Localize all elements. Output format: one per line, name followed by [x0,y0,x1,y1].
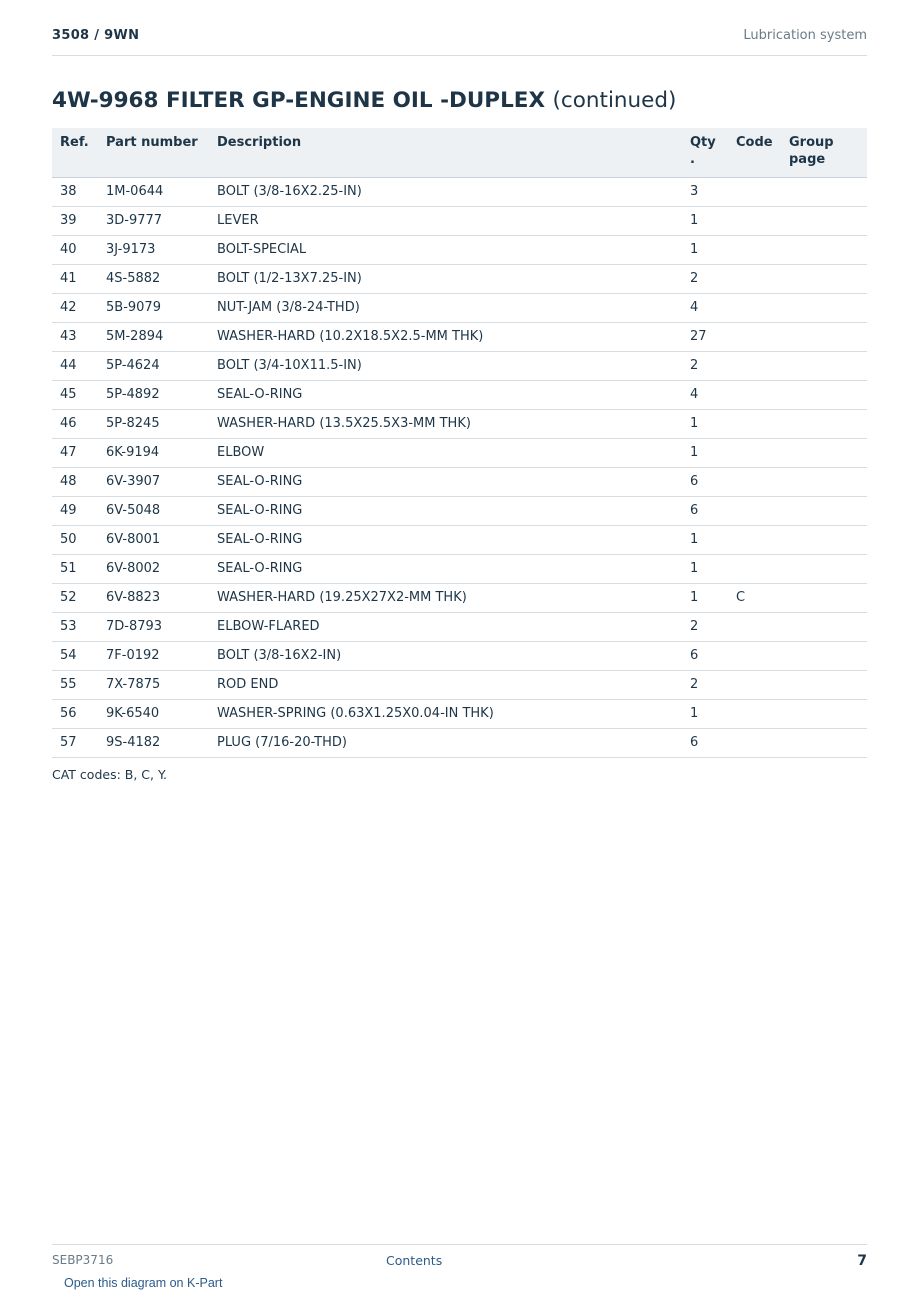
cell-ref: 55 [52,671,98,700]
cell-code [728,555,781,584]
cell-part-number: 5M-2894 [98,323,209,352]
cell-group-page [781,555,867,584]
cell-part-number: 6K-9194 [98,439,209,468]
cell-code [728,265,781,294]
cell-qty: 2 [682,352,728,381]
cell-ref: 56 [52,700,98,729]
cell-description: BOLT (3/8-16X2-IN) [209,642,682,671]
table-row [52,178,867,207]
parts-table-body [52,178,867,758]
cell-code [728,729,781,758]
cell-group-page [781,439,867,468]
cell-description: ROD END [209,671,682,700]
cell-code [728,468,781,497]
cell-qty: 2 [682,671,728,700]
cell-description: SEAL-O-RING [209,526,682,555]
cell-qty: 1 [682,236,728,265]
cell-part-number: 5P-4892 [98,381,209,410]
cell-code [728,671,781,700]
cell-part-number: 5P-4624 [98,352,209,381]
cell-description: WASHER-HARD (13.5X25.5X3-MM THK) [209,410,682,439]
cell-description: WASHER-HARD (10.2X18.5X2.5-MM THK) [209,323,682,352]
cell-group-page [781,236,867,265]
cell-group-page [781,613,867,642]
parts-table [52,128,867,758]
column-header-group-page: Group page [781,128,867,178]
table-row [52,410,867,439]
cell-ref: 40 [52,236,98,265]
cell-qty: 6 [682,468,728,497]
table-row [52,526,867,555]
cell-group-page [781,352,867,381]
table-row [52,381,867,410]
cell-code [728,294,781,323]
table-row [52,613,867,642]
cell-group-page [781,642,867,671]
cell-description: SEAL-O-RING [209,555,682,584]
cell-description: SEAL-O-RING [209,381,682,410]
cell-description: BOLT-SPECIAL [209,236,682,265]
cell-group-page [781,381,867,410]
table-row [52,207,867,236]
cell-description: WASHER-SPRING (0.63X1.25X0.04-IN THK) [209,700,682,729]
cell-ref: 46 [52,410,98,439]
document-id: SEBP3716 [52,1253,114,1267]
table-row [52,294,867,323]
cell-qty: 1 [682,700,728,729]
cell-code [728,207,781,236]
cell-qty: 2 [682,265,728,294]
cell-ref: 52 [52,584,98,613]
cell-description: LEVER [209,207,682,236]
table-row [52,700,867,729]
cell-part-number: 9K-6540 [98,700,209,729]
cell-qty: 4 [682,294,728,323]
cell-group-page [781,294,867,323]
cell-ref: 49 [52,497,98,526]
cell-ref: 41 [52,265,98,294]
cell-code [728,439,781,468]
cell-ref: 39 [52,207,98,236]
cell-part-number: 5B-9079 [98,294,209,323]
cell-code [728,381,781,410]
cell-part-number: 3D-9777 [98,207,209,236]
cell-ref: 44 [52,352,98,381]
table-row [52,642,867,671]
cell-part-number: 9S-4182 [98,729,209,758]
page-title-main: 4W-9968 FILTER GP-ENGINE OIL -DUPLEX [52,88,546,113]
cell-part-number: 3J-9173 [98,236,209,265]
kpart-link[interactable]: Open this diagram on K-Part [64,1276,223,1290]
column-header-part-number: Part number [98,128,209,178]
cell-part-number: 5P-8245 [98,410,209,439]
table-row [52,555,867,584]
cell-part-number: 7X-7875 [98,671,209,700]
cell-code [728,410,781,439]
cell-qty: 27 [682,323,728,352]
cell-ref: 47 [52,439,98,468]
cell-qty: 6 [682,642,728,671]
page-footer [52,1244,867,1275]
cell-qty: 3 [682,178,728,207]
cell-description: BOLT (3/4-10X11.5-IN) [209,352,682,381]
cell-group-page [781,410,867,439]
cell-group-page [781,265,867,294]
cell-qty: 1 [682,410,728,439]
cell-code [728,526,781,555]
cell-qty: 1 [682,439,728,468]
cell-description: ELBOW [209,439,682,468]
cell-ref: 50 [52,526,98,555]
cell-description: PLUG (7/16-20-THD) [209,729,682,758]
contents-link[interactable]: Contents [386,1253,443,1268]
table-row [52,468,867,497]
cell-part-number: 6V-3907 [98,468,209,497]
cell-description: SEAL-O-RING [209,497,682,526]
cell-group-page [781,584,867,613]
cell-description: SEAL-O-RING [209,468,682,497]
cell-ref: 45 [52,381,98,410]
cell-group-page [781,468,867,497]
page-title [52,88,676,113]
cell-ref: 42 [52,294,98,323]
cell-group-page [781,671,867,700]
cell-qty: 4 [682,381,728,410]
column-header-code: Code [728,128,781,178]
page-number: 7 [857,1253,867,1269]
cell-group-page [781,178,867,207]
cell-description: BOLT (3/8-16X2.25-IN) [209,178,682,207]
cell-description: ELBOW-FLARED [209,613,682,642]
cell-code: C [728,584,781,613]
cat-codes-note: CAT codes: B, C, Y. [52,767,168,782]
cell-qty: 1 [682,207,728,236]
cell-qty: 1 [682,584,728,613]
cell-group-page [781,207,867,236]
table-row [52,236,867,265]
cell-group-page [781,323,867,352]
cell-ref: 53 [52,613,98,642]
table-row [52,323,867,352]
page-title-suffix: (continued) [552,88,677,113]
cell-group-page [781,700,867,729]
cell-code [728,700,781,729]
cell-group-page [781,497,867,526]
cell-part-number: 6V-8001 [98,526,209,555]
cell-part-number: 7F-0192 [98,642,209,671]
cell-ref: 57 [52,729,98,758]
model-label: 3508 / 9WN [52,28,140,43]
column-header-qty: Qty . [682,128,728,178]
cell-group-page [781,526,867,555]
cell-code [728,613,781,642]
table-row [52,671,867,700]
page-header [52,28,867,56]
section-label: Lubrication system [743,28,867,43]
cell-ref: 54 [52,642,98,671]
cell-description: WASHER-HARD (19.25X27X2-MM THK) [209,584,682,613]
cell-ref: 51 [52,555,98,584]
cell-qty: 1 [682,526,728,555]
cell-group-page [781,729,867,758]
cell-part-number: 4S-5882 [98,265,209,294]
cell-part-number: 1M-0644 [98,178,209,207]
cell-part-number: 6V-5048 [98,497,209,526]
cell-description: BOLT (1/2-13X7.25-IN) [209,265,682,294]
column-header-ref: Ref. [52,128,98,178]
cell-qty: 2 [682,613,728,642]
cell-code [728,642,781,671]
cell-code [728,178,781,207]
column-header-description: Description [209,128,682,178]
table-row [52,352,867,381]
cell-ref: 38 [52,178,98,207]
cell-ref: 48 [52,468,98,497]
cell-code [728,497,781,526]
cell-qty: 6 [682,729,728,758]
cell-code [728,352,781,381]
parts-table-header-row [52,128,867,178]
table-row [52,729,867,758]
table-row [52,265,867,294]
cell-code [728,236,781,265]
cell-part-number: 7D-8793 [98,613,209,642]
table-row [52,584,867,613]
cell-part-number: 6V-8002 [98,555,209,584]
cell-part-number: 6V-8823 [98,584,209,613]
table-row [52,439,867,468]
cell-description: NUT-JAM (3/8-24-THD) [209,294,682,323]
table-row [52,497,867,526]
cell-qty: 6 [682,497,728,526]
cell-ref: 43 [52,323,98,352]
cell-qty: 1 [682,555,728,584]
cell-code [728,323,781,352]
